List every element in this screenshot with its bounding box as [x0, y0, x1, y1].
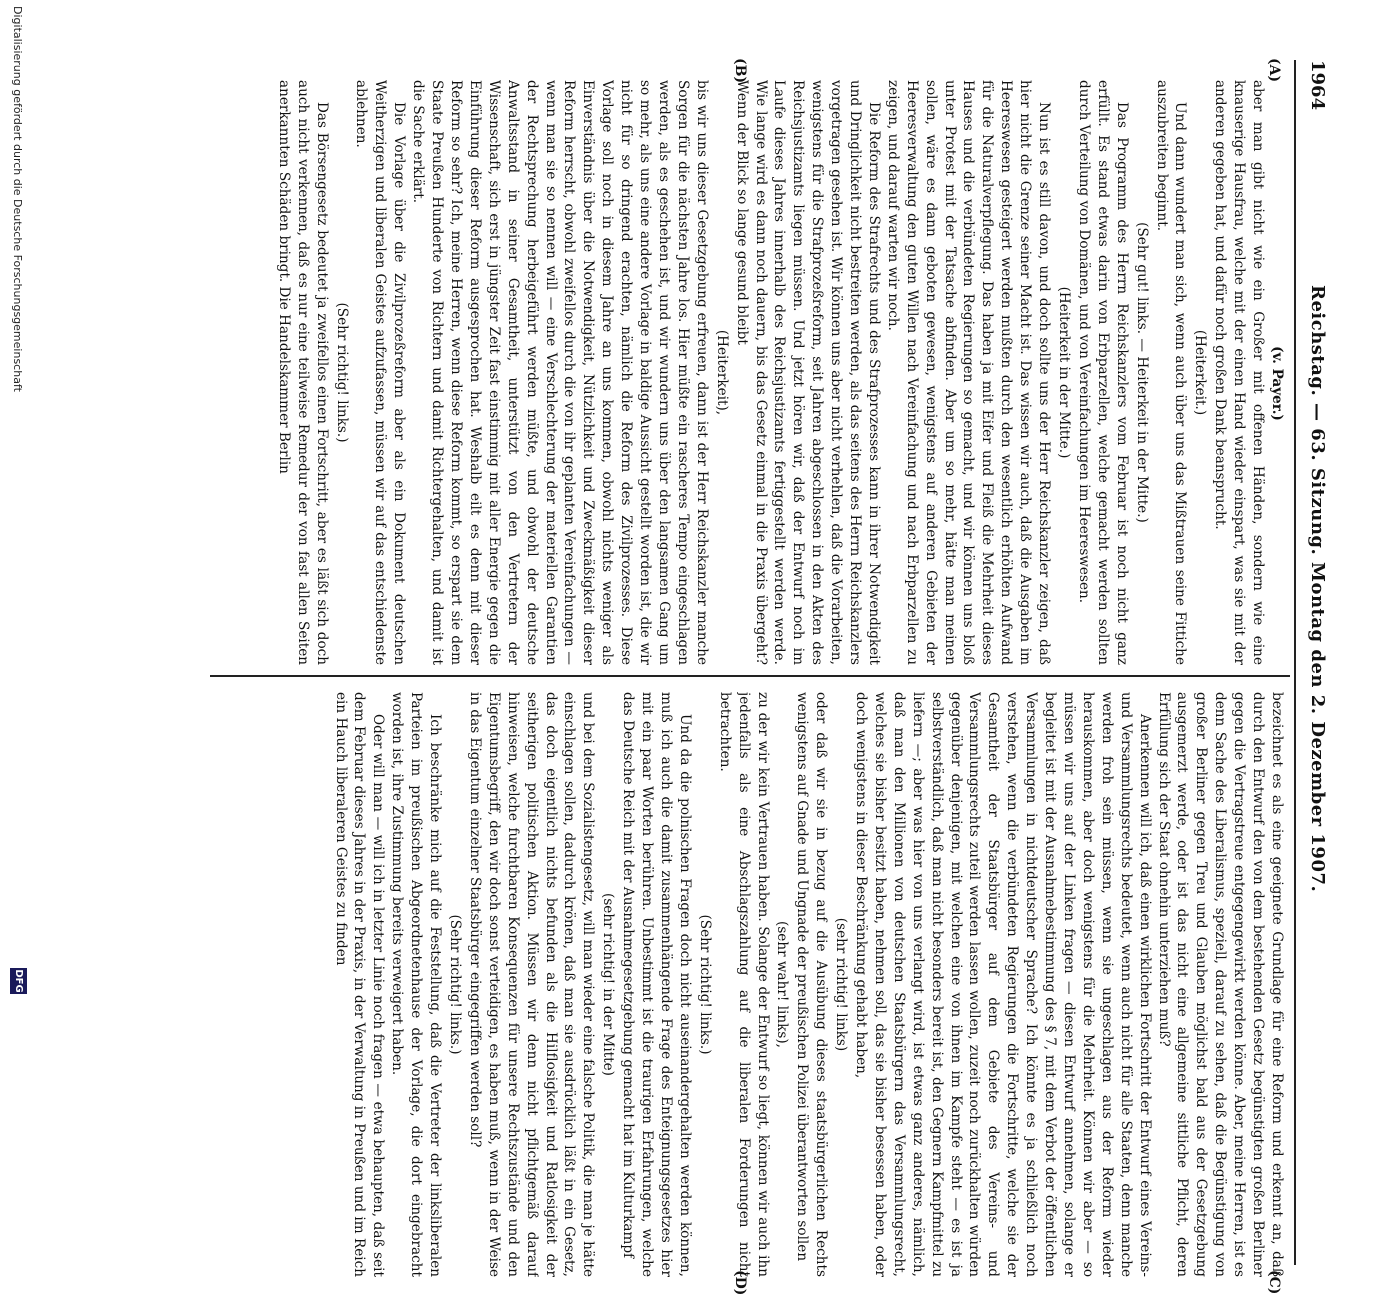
page-content [53, 58, 1348, 1295]
paragraph: Und da die polnischen Fragen doch nicht auseinandergehalten werden können, muß ich auch die damit zusammenhängende Frage des Enteignungsgesetzes hier mit ein paar Worten berühren. Unbestimmt ist die traurigen Erfahrungen, welche das Deutsche Reich mit der Ausnahmegesetzgebung gemacht hat im Kulturkampf [620, 692, 693, 1277]
paragraph: Die Reform des Strafrechts und des Strafprozesses kann in ihrer Notwendigkeit und Dringlichkeit nicht bestreiten werden, als das seitens des Herrn Reichskanzlers vorgetragen gesehen ist. Wir können uns aber nicht verhehlen, daß die Vorarbeiten, wenigstens für die Strafprozeßreform, seit Jahren abgeschlossen in den Akten des Reichsjustizamts liegen müssen. Und jetzt hören wir, daß der Entwurf noch im Laufe dieses Jahres innerhalb des Reichsjustizamts fertiggestellt werden werde. Wie lange wird es dann noch dauern, bis das Gesetz einmal in die Praxis übergeht? Wenn der Blick so lange gesund bleibt [733, 80, 882, 665]
interjection: (Sehr richtig! links.) [696, 914, 713, 1055]
paragraph: Oder will man — will ich in letzter Linie noch fragen — etwa behaupten, daß seit dem Februar dieses Jahres in der Praxis, in der Verwaltung in Preußen und im Reich ein Hauch liberaleren Geistes zu finden [332, 692, 387, 1277]
margin-marker-d: (D) [732, 1270, 748, 1295]
paragraph: Und dann wundert man sich, wenn auch über uns das Mißtrauen seine Fittiche auszubreiten beginnt. [1153, 80, 1189, 665]
interjection: (sehr richtig! links) [833, 917, 850, 1052]
paragraph: Die Vorlage über die Zivilprozeßreform aber als ein Dokument deutschen Weitherzigen und liberalen Geistes aufzufassen, müssen wir auf das entschiedenste ablehnen. [353, 80, 408, 665]
digitization-credit [4, 0, 28, 1000]
right-column [216, 692, 1286, 1277]
dfg-logo: DFG [10, 968, 27, 994]
margin-marker-c: (C) [1266, 1270, 1282, 1295]
interjection: (Heiterkeit in der Mitte.) [1056, 286, 1073, 459]
paragraph: Nun ist es still davon, und doch sollte uns der Herr Reichskanzler zeigen, daß hier nicht die Grenze seiner Macht ist. Das wissen wir auch, daß die Ausgaben im Heereswesen gesteigert werden mußten durch den wesentlich erhöhten Aufwand für die Naturalverpflegung. Das haben ja mit Eifer und Fleiß die Mehrheit dieses Hauses und die verbündeten Regierungen so gemacht, und wir können uns bloß unter Protest mit der Tatsache abfinden. Aber um so mehr, hätte man meinen sollen, wäre es dann geboten gewesen, wenigstens auf anderen Gebieten der Heeresverwaltung den guten Willen nach Vereinfachung und nach Erbparzellen zu zeigen, und darauf warten wir noch. [884, 80, 1053, 665]
page-header [1298, 60, 1328, 1265]
header-rule [1294, 60, 1296, 1265]
interjection: (Heiterkeit), [713, 329, 730, 416]
left-column [216, 80, 1286, 665]
margin-marker-b: (B) [732, 58, 748, 84]
interjection: (sehr wahr! links), [774, 921, 791, 1048]
paragraph: zu der wir kein Vertrauen haben. Solange der Entwurf so liegt, können wir auch ihn jedenfalls als eine Abschlagszahlung auf die liberalen Forderungen nicht betrachten. [716, 692, 771, 1277]
paragraph: Anerkennen will ich, daß einen wirklichen Fortschritt der Entwurf eines Vereins- und Versammlungsrechts bedeutet, wenn auch nicht für alle Staaten, denn manche werden froh sein müssen, wenn sie ungeschlagen aus der Reform wieder herauskommen, aber doch wenigstens für die Mehrheit. Können wir aber — so müssen wir uns auf der Linken fragen — diesen Entwurf annehmen, solange er begleitet ist mit der Ausnahmebestimmung des § 7, mit dem Verbot der öffentlichen Versammlungen in nichtdeutscher Sprache? Ich könnte es ja schließlich noch verstehen, wenn die verbündeten Regierungen die Fortschritte, welche sie der Gesamtheit der Staatsbürger auf dem Gebiete des Vereins- und Versammlungsrechts zuteil werden lassen wollen, zuzeit noch zurückhalten würden gegenüber denjenigen, mit welchen eine von ihnen im Kampfe steht — es ist ja selbstverständlich, daß man nicht besonders bereit ist, den Gegnern Kampfmittel zu liefern —; aber was hier von uns verlangt wird, ist etwas ganz anderes, nämlich, daß man den Millionen von deutschen Staatsbürgern das Versammlungsrecht, welches sie bisher besitzt haben, nehmen soll, das sie bisher besessen haben, oder doch wenigstens in dieser Beschränkung gehabt haben, [853, 692, 1153, 1277]
running-title: Reichstag. — 63. Sitzung. Montag den 2. Dezember 1907. [1307, 285, 1328, 893]
paragraph: Das Börsengesetz bedeutet ja zweifellos einen Fortschritt, aber es läßt sich doch auch nicht verkennen, daß es nur eine teilweise Remedur der von fast allen Seiten anerkannten Schäden bringt. Die Handelskammer Berlin [275, 80, 330, 665]
page-number: 1964 [1307, 60, 1328, 111]
paragraph: bis wir uns dieser Gesetzgebung erfreuen, dann ist der Herr Reichskanzler manche Sorgen für die nächsten Jahre los. Hier müßte ein rascheres Tempo eingeschlagen werden, als es geschehen ist, und wir wundern uns über den langsamen Gang um so mehr, als uns eine andere Vorlage in baldige Aussicht gestellt worden ist, die wir nicht für so dringend erachten, nämlich die Reform des Zivilprozesses. Diese Vorlage soll noch in diesem Jahre an uns kommen, obwohl nichts weniger als Einverständnis über die Notwendigkeit, Nützlichkeit und Zweckmäßigkeit dieser Reform herrscht, obwohl zweifellos durch die von ihr geplanten Vereinfachungen — wenn man sie so nennen will — eine Verschlechterung der materiellen Garantien der Rechtsprechung herbeigeführt werden müßte, und obwohl der deutsche Anwaltsstand in seiner Gesamtheit, unterstützt von den Vertretern der Wissenschaft, sich erst in jüngster Zeit fast einstimmig mit aller Energie gegen die Einführung dieser Reform ausgesprochen hat. Weshalb eilt es denn mit dieser Reform so sehr? Ich, meine Herren, wenn diese Reform kommt, so erspart sie dem Staate Preußen Hunderte von Richtern und damit Richtergehalten, und damit ist die Sache erklärt. [410, 80, 710, 665]
paragraph: Das Programm des Herrn Reichskanzlers vom Februar ist noch nicht ganz erfüllt. Es stand etwas darin von Erbparzellen, welche gemacht werden sollten durch Verteilung von Domänen, und von Vereinfachungen im Heereswesen. [1075, 80, 1130, 665]
paragraph: Ich beschränke mich auf die Feststellung, daß die Vertreter der linksliberalen Parteien im preußischen Abgeordnetenhause der Vorlage, die dort eingebracht worden ist, ihre Zustimmung bereits verweigert haben. [389, 692, 444, 1277]
paragraph: aber man gibt nicht wie ein Großer mit offenen Händen, sondern wie eine knauserige Hausfrau, welche mit der einen Hand wieder einspart, was sie mit der anderen gegeben hat, und dafür noch großen Dank beansprucht. [1212, 80, 1267, 665]
interjection: (Sehr richtig! links.) [447, 914, 464, 1055]
interjection: (Sehr richtig! links.) [333, 302, 350, 443]
credit-text: Digitalisierung gefördert durch die Deutsche Forschungsgemeinschaft [11, 6, 24, 392]
paragraph: bezeichnet es als eine geeignete Grundlage für eine Reform und erkennt an, daß durch den Entwurf den von dem bestehenden Gesetz begünstigten großen Berliner gegen die Vertragstreue entgegengewirkt werden könne. Aber, meine Herren, ist es denn Sache des Liberalismus, speziell, darauf zu sehen, daß die Begünstigung von großer Berliner gegen Treu und Glauben möglichst bald aus der Gesetzgebung ausgemerzt werde, oder ist das nicht eine allgemeine sittliche Pflicht, deren Erfüllung sich der Staat ohnehin unterziehen muß? [1155, 692, 1285, 1277]
interjection: (Heiterkeit.) [1192, 329, 1209, 416]
column-divider [210, 675, 1290, 677]
paragraph: oder daß wir sie in bezug auf die Ausübung dieses staatsbürgerlichen Rechts wenigstens auf Gnade und Ungnade der preußischen Polizei überantworten sollen [794, 692, 830, 1277]
paragraph: und bei dem Sozialistengesetz, will man wieder eine falsche Politik, die man je hätte einschlagen sollen, dadurch krönen, daß man sie ausdrücklich läßt in ein Gesetz, das doch eigentlich nichts befunden als die Hilflosigkeit und Ratlosigkeit der seitherigen politischen Aktion. Müssen wir denn nicht pflichtgemäß darauf hinweisen, welche furchtbaren Konsequenzen für unsere Rechtszustände und den Eigentumsbegriff, den wir doch sonst verteidigen, es haben muß, wenn in der Weise in das Eigentum einzelner Staatsbürger eingegriffen werden soll? [466, 692, 597, 1277]
speaker-name: (v. Payer.) [1269, 346, 1285, 421]
interjection: (sehr richtig! in der Mitte) [600, 893, 617, 1076]
margin-marker-a: (A) [1266, 58, 1282, 83]
interjection: (Sehr gut! links. — Heiterkeit in der Mitte.) [1133, 222, 1150, 523]
